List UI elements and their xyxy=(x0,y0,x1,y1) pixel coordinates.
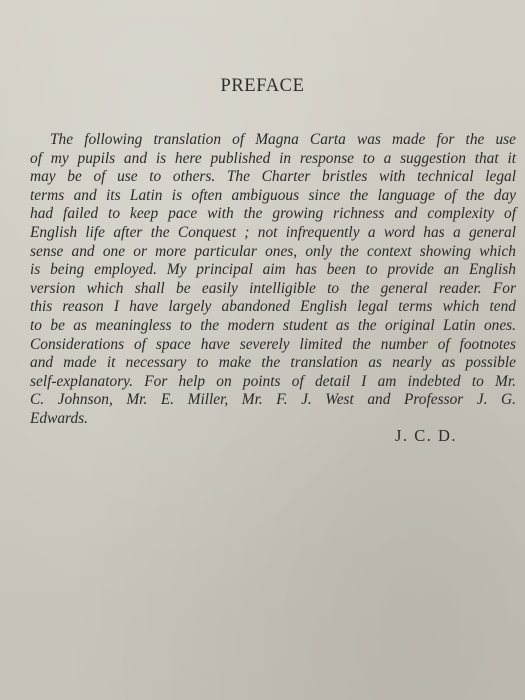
paragraph-line: may be of use to others. The Charter bristles with technical legal xyxy=(30,168,516,186)
paragraph-line: self-explanatory. For help on points of detail I am indebted to Mr. xyxy=(30,372,516,390)
paragraph-line: this reason I have largely abandoned English legal terms which tend xyxy=(30,298,516,316)
paragraph-line: version which shall be easily intelligible to the general reader. For xyxy=(30,279,516,297)
paragraph-line: C. Johnson, Mr. E. Miller, Mr. F. J. West and Professor J. G. xyxy=(30,391,516,409)
paragraph-line: The following translation of Magna Carta was made for the use xyxy=(50,131,516,148)
paragraph-line: and made it necessary to make the translation as nearly as possible xyxy=(30,354,516,372)
page-title: PREFACE xyxy=(220,76,305,96)
paragraph-line: sense and one or more particular ones, only the context showing which xyxy=(30,242,516,260)
paragraph-line: Edwards. xyxy=(30,409,89,427)
paragraph-line: English life after the Conquest ; not infrequently a word has a general xyxy=(30,223,516,241)
paragraph-line: had failed to keep pace with the growing richness and complexity of xyxy=(30,205,516,223)
preface-paragraph xyxy=(30,131,516,429)
paragraph-line: is being employed. My principal aim has been to provide an English xyxy=(30,261,516,279)
paragraph-line: to be as meaningless to the modern student as the original Latin ones. xyxy=(30,316,516,334)
paragraph-line: of my pupils and is here published in response to a suggestion that it xyxy=(30,149,516,167)
paragraph-line: Considerations of space have severely limited the number of footnotes xyxy=(30,335,516,353)
paragraph-line: terms and its Latin is often ambiguous since the language of the day xyxy=(30,186,516,204)
author-initials: J. C. D. xyxy=(395,426,457,445)
